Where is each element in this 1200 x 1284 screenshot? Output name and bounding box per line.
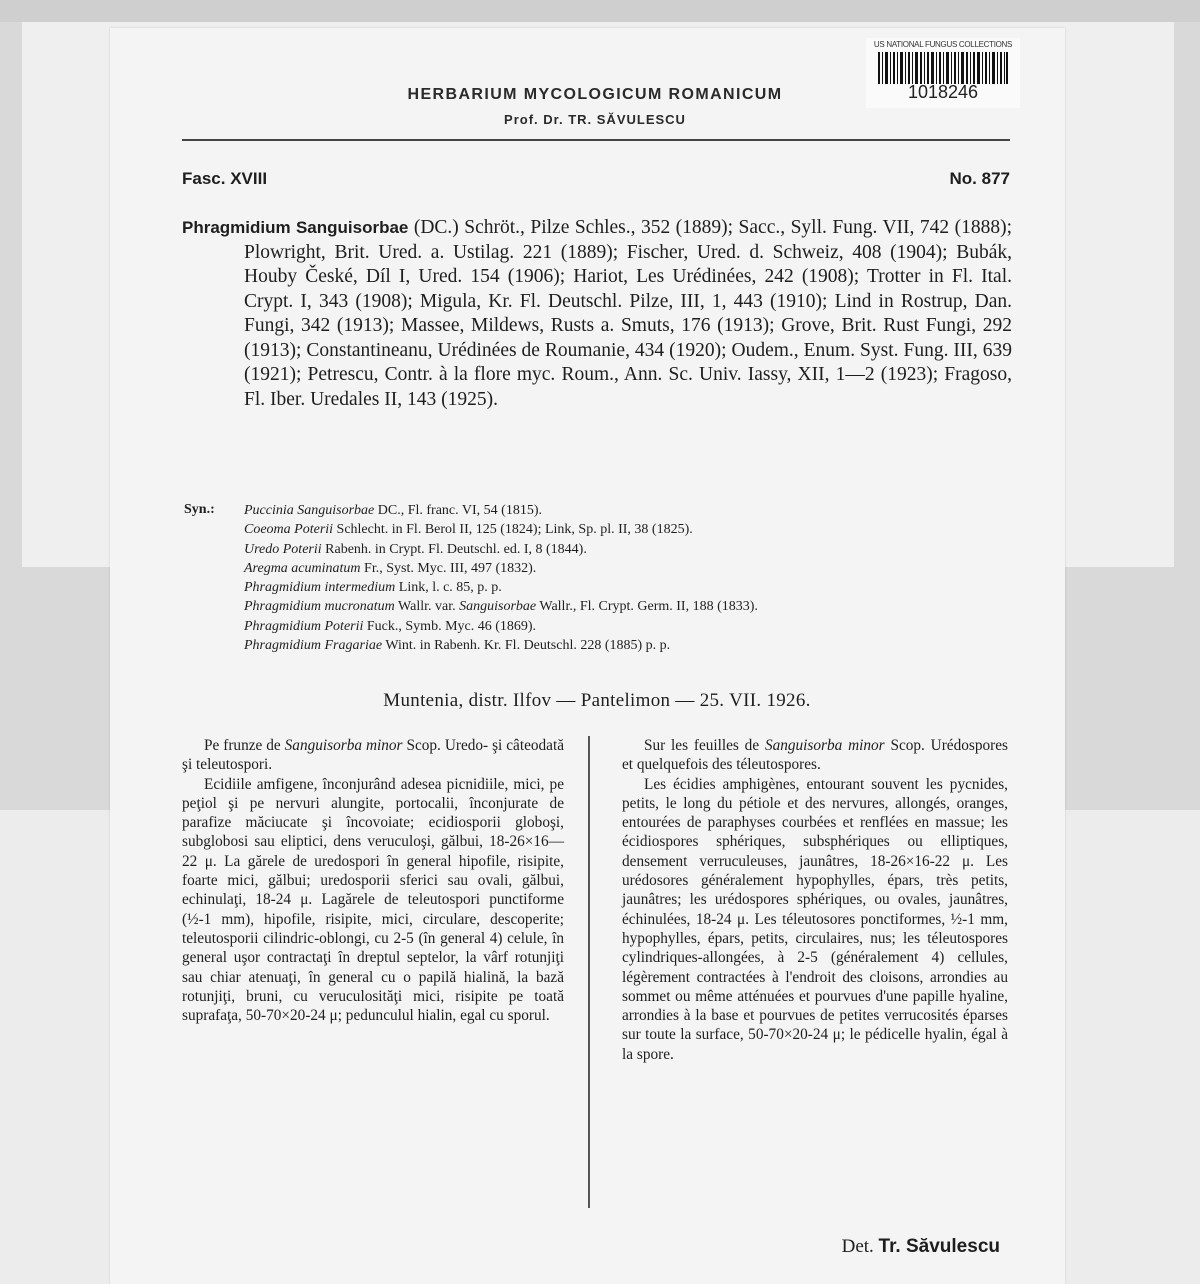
synonym-item [244,559,1014,578]
description-paragraph: Les écidies amphigènes, entourant souvent les pycnides, petits, le long du pétiole et des nervures, allongés, oranges, entourées de paraphyses courbées et renflées en massue; les écidiospores sphériques, subsphériques ou elliptiques, densement verruculeuses, jaunâtres, 18-26×16-22 μ. Les urédosores généralement hypophylles, épars, très petits, jaunâtres; les urédospores sphériques, ou ovales, jaunâtres, échinulées, 18-24 μ. Les téleutosores ponctiformes, ½-1 mm, hypophylles, épars, petits, circulaires, nus; les téleutospores cylindriques-allongées, à 2-5 (généralement 4) cellules, légèrement contractées à l'endroit des cloisons, arrondies au sommet ou même atténuées et pourvues d'une papille hyaline, arrondies à la base et pourvues de petites verrucosités éparses sur toute la surface, 50-70×20-24 μ; le pédicelle hyalin, égal à la spore. [622,775,1008,1063]
collection-locality: Muntenia, distr. Ilfov — Pantelimon — 25. VII. 1926. [383,690,811,711]
synonym-name: Phragmidium Fragariae [244,638,383,654]
synonym-reference: Schlecht. in Fl. Berol II, 125 (1824); Link, Sp. pl. II, 38 (1825). [336,522,693,538]
species-references: (DC.) Schröt., Pilze Schles., 352 (1889); Sacc., Syll. Fung. VII, 742 (1888); Plowright, Brit. Ured. a. Ustilag. 221 (1889); Fischer, Ured. d. Schweiz, 408 (1904); Bubák, Houby České, Díl I, Ured. 154 (1906); Hariot, Les Urédinées, 242 (1908); Trotter in Fl. Ital. Crypt. I, 343 (1908); Migula, Kr. Fl. Deutschl. Pilze, III, 1, 443 (1910); Lind in Rostrup, Dan. Fungi, 342 (1913); Massee, Mildews, Rusts a. Smuts, 176 (1913); Grove, Brit. Rust Fungi, 292 (1913); Constantineanu, Urédinées de Roumanie, 434 (1920); Oudem., Enum. Syst. Fung. III, 639 (1921); Petrescu, Contr. à la flore myc. Roum., Ann. Sc. Univ. Iassy, XII, 1—2 (1923); Fragoso, Fl. Iber. Uredales II, 143 (1925). [244,217,1012,410]
synonym-name: Phragmidium Poterii [244,618,364,634]
synonym-name: Coeoma Poterii [244,522,334,538]
species-citation [182,216,1012,412]
barcode-number: 1018246 [907,82,979,102]
synonym-reference: Fr., Syst. Myc. III, 497 (1832). [364,560,537,576]
synonym-name: Aregma acuminatum [244,560,361,576]
description-romanian [182,736,564,1025]
determiner-prefix: Det. [841,1236,874,1257]
synonym-item [244,520,1014,539]
specimen-number: No. 877 [949,169,1010,188]
synonym-reference: DC., Fl. franc. VI, 54 (1815). [377,503,542,518]
synonym-name: Phragmidium intermedium [244,580,396,596]
synonym-item [244,636,1014,655]
synonym-name: Puccinia Sanguisorbae [244,503,375,518]
synonym-item [244,578,1014,597]
synonym-reference: Wallr., Fl. Crypt. Germ. II, 188 (1833). [536,599,758,615]
host-text: Sur les feuilles de [644,737,765,754]
barcode-image [878,52,1008,84]
barcode-caption: US NATIONAL FUNGUS COLLECTIONS [873,40,1013,49]
synonym-reference: Wallr. var. [398,599,460,615]
host-text: Scop. Uredo- şi câteodată şi teleutospori. [182,737,564,774]
determiner-name: Tr. Săvulescu [878,1236,1000,1257]
header-divider [182,139,1010,141]
description-paragraph: Ecidiile amfigene, înconjurând adesea picnidiile, mici, pe peţiol şi pe nervuri alungite, portocalii, înconjurate de parafize măciucate şi încovoiate; ecidiosporii globoşi, subglobosi sau eliptici, dens veruculoşi, gălbui, 18-26×16—22 μ. La gărele de uredospori în general hipofile, risipite, foarte mici, gălbui; uredosporii sferici sau ovali, gălbui, echinulaţi, 18-24 μ. Lagărele de teleutospori punctiforme (½-1 mm), hipofile, risipite, mici, circulare, descoperite; teleutosporii cilindric-oblongi, cu 2-5 (în general 4) celule, în general uşor contractaţi în dreptul septelor, la vârf rotunjiţi sau chiar atenuaţi, în general cu o papilă hialină, la bază rotunjiţi, bruni, cu veruculosităţi mici, risipite pe toată suprafaţa, 50-70×20-24 μ; pedunculul hialin, egal cu sporul. [182,775,564,1025]
synonyms-list [244,501,1014,655]
herbarium-director: Prof. Dr. TR. SĂVULESCU [504,112,686,127]
synonym-reference: Fuck., Symb. Myc. 46 (1869). [366,618,537,634]
host-name: Sanguisorba minor [284,737,403,754]
host-paragraph [182,736,564,775]
synonym-item [244,597,1014,616]
synonym-item [244,540,1014,559]
synonym-reference: Rabenh. in Crypt. Fl. Deutschl. ed. I, 8 (1844). [325,541,587,557]
fascicle-number: Fasc. XVIII [182,169,268,188]
host-name: Sanguisorba minor [764,737,885,754]
column-divider [588,736,590,1208]
species-name: Phragmidium Sanguisorbae [182,218,409,237]
host-text: Scop. Urédospores et quelquefois des téleutospores. [622,737,1008,774]
herbarium-title: HERBARIUM MYCOLOGICUM ROMANICUM [407,86,783,103]
synonym-name: Uredo Poterii [244,541,322,557]
synonym-name: Phragmidium mucronatum [244,599,395,615]
synonym-item [244,617,1014,636]
host-paragraph [622,736,1008,775]
synonym-reference: Wint. in Rabenh. Kr. Fl. Deutschl. 228 (1885) p. p. [385,638,671,654]
determiner [842,1236,1000,1258]
host-text: Pe frunze de [204,737,285,754]
description-french [622,736,1008,1064]
background-band [0,0,1200,22]
synonym-reference: Link, l. c. 85, p. p. [398,580,502,596]
synonym-item [244,501,1014,520]
synonym-variety-name: Sanguisorbae [459,599,537,615]
synonyms-label: Syn.: [184,502,215,517]
